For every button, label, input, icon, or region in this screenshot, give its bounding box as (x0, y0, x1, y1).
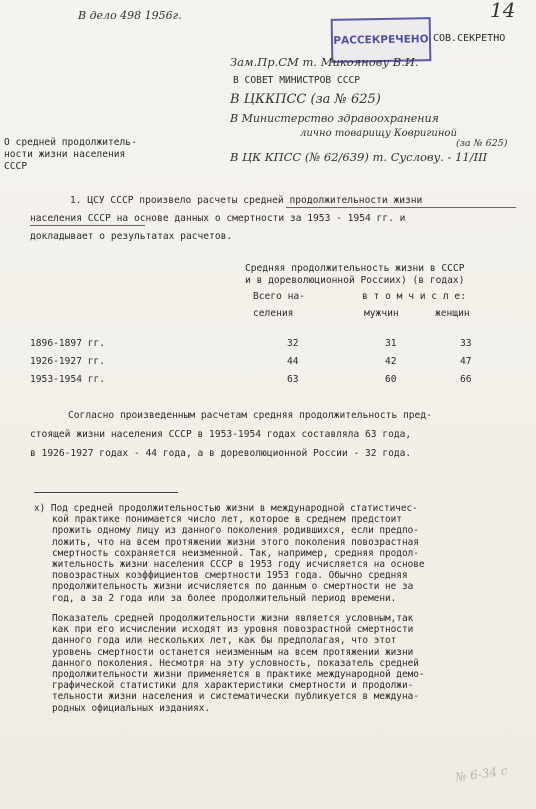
footnote-block-2 (52, 613, 425, 714)
paragraph2-line-1: Согласно произведенным расчетам средняя продолжительность пред- (68, 410, 432, 421)
footnote1-line: ложить, что на всем протяжении жизни этого поколения повозрастная (52, 536, 419, 548)
table-title-2: и в дореволюционной Россииx) (в годах) (245, 275, 465, 286)
hand-note-2c: (за № 625) (456, 138, 508, 149)
footnote1-line: прожить одному лицу из данного поколения родившихся, если предпо- (52, 525, 419, 537)
subject-line-3: СССР (4, 161, 28, 172)
paragraph2-line-2: стоящей жизни населения СССР в 1953-1954 годах составляла 63 года, (30, 429, 412, 440)
underline-mark (30, 225, 145, 226)
row-total: 44 (287, 356, 299, 367)
col-men: мужчин (364, 308, 399, 319)
hand-note-2b: лично товарищу Ковригиной (300, 128, 457, 139)
footnote2-line: графической статистики для характеристики смертности и продолжи- (52, 680, 414, 692)
classification-label: СОВ.СЕКРЕТНО (433, 33, 506, 44)
footnote2-line: Показатель средней продолжительности жизни является условным,так (52, 613, 414, 624)
footnote2-line: данного поколения. Несмотря на эту условность, показатель средней (52, 657, 419, 669)
row-period: 1926-1927 гг. (30, 356, 106, 367)
hand-note-3: В ЦК КПСС (№ 62/639) т. Суслову. - 11/III (230, 150, 488, 164)
footnote1-line: жительность жизни населения СССР в 1953 году исчисляется на основе (52, 559, 425, 571)
row-period: 1953-1954 гг. (30, 374, 106, 385)
row-women: 33 (460, 338, 472, 349)
corner-pencil-note: № 6-34 с (454, 763, 509, 785)
page-number: 14 (490, 0, 516, 22)
footnote1-line: продолжительность жизни исчисляется по данным о смертности не за (52, 581, 414, 593)
hand-note-1: В ЦККПСС (за № 625) (230, 92, 381, 107)
hand-note-2a: В Министерство здравоохранения (230, 112, 439, 125)
paragraph1-line-3: докладывает о результатах расчетов. (30, 231, 233, 242)
footnote1-line: повозрастных коэффициентов смертности 1953 года. Обычно средняя (52, 570, 408, 582)
handwritten-addressee: Зам.Пр.СМ т. Микоянову В.И. (230, 55, 419, 69)
row-period: 1896-1897 гг. (30, 338, 106, 349)
row-women: 66 (460, 374, 472, 385)
footnote2-line: родных официальных изданиях. (52, 702, 211, 714)
addressee: В СОВЕТ МИНИСТРОВ СССР (233, 75, 361, 86)
footnote2-line: уровень смертности останется неизменным на всем протяжении жизни (52, 646, 414, 658)
row-men: 31 (385, 338, 397, 349)
paragraph2-line-3: в 1926-1927 годах - 44 года, а в дореволюционной России - 32 года. (30, 448, 412, 459)
row-women: 47 (460, 356, 472, 367)
subject-line-2: ности жизни населения (4, 149, 126, 160)
footnote2-line: как при его исчислении исходят из уровня повозрастной смертности (52, 624, 414, 636)
footnote1-line: смертность сохраняется неизменной. Так, например, средняя продол- (52, 547, 419, 559)
paragraph1-line-1: 1. ЦСУ СССР произвело расчеты средней продолжительности жизни (70, 195, 423, 206)
col-women: женщин (435, 308, 470, 319)
footnote-separator (34, 492, 178, 493)
footnote2-line: данного года или нескольких лет, как бы предполагая, что этот (52, 635, 397, 647)
footnote2-line: продолжительности жизни применяется в практике международной демо- (52, 669, 425, 681)
footnote1-line: год, а за 2 года или за более продолжительный период времени. (52, 592, 397, 604)
row-men: 60 (385, 374, 397, 385)
col-total-1: Всего на- (253, 291, 305, 302)
col-group: в т о м ч и с л е: (362, 291, 466, 302)
row-total: 63 (287, 374, 299, 385)
footnote-block-1 (34, 503, 425, 604)
footnote1-line: x) Под средней продолжительностью жизни в международной статистичес- (34, 503, 418, 514)
footnote2-line: тельности жизни населения и систематически публикуется в междуна- (52, 691, 419, 703)
table-title-1: Средняя продолжительность жизни в СССР (245, 263, 465, 274)
declassified-stamp: РАССЕКРЕЧЕНО (331, 17, 432, 63)
paragraph1-line-2: населения СССР на основе данных о смертности за 1953 - 1954 гг. и (30, 213, 406, 224)
subject-line-1: О средней продолжитель- (4, 137, 137, 148)
row-men: 42 (385, 356, 397, 367)
row-total: 32 (287, 338, 299, 349)
underline-mark (286, 207, 516, 208)
file-note: В дело 498 1956г. (78, 9, 182, 22)
col-total-2: селения (253, 308, 294, 319)
footnote1-line: кой практике понимается число лет, которое в среднем предстоит (52, 514, 402, 526)
